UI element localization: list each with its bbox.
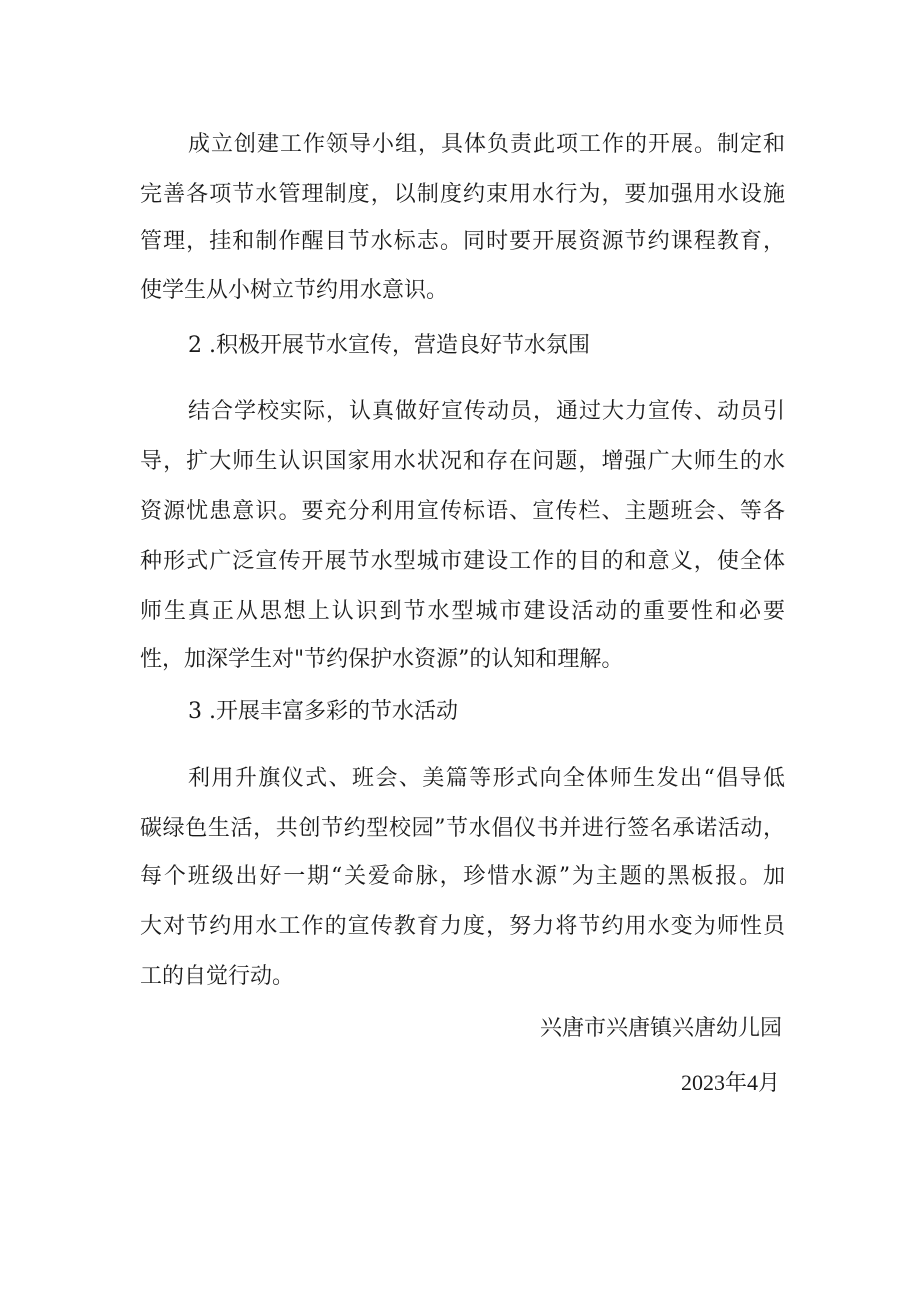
paragraph-1-line-3: 管理，挂和制作醒目节水标志。同时要开展资源节约课程教育， [140, 229, 785, 254]
paragraph-3-line-2: 碳绿色生活，共创节约型校园”节水倡仪书并进行签名承诺活动， [140, 816, 785, 841]
signature-date: 2023年4月 [680, 1070, 780, 1095]
paragraph-1-line-4: 使学生从小树立节约用水意识。 [140, 278, 449, 303]
paragraph-2-line-6: 性，加深学生对"节约保护水资源”的认知和理解。 [140, 647, 624, 672]
paragraph-3-line-1: 利用升旗仪式、班会、美篇等形式向全体师生发出“倡导低 [188, 766, 785, 791]
signature-organization: 兴唐市兴唐镇兴唐幼儿园 [539, 1016, 782, 1041]
paragraph-1-line-2: 完善各项节水管理制度，以制度约束用水行为，要加强用水设施 [140, 182, 785, 207]
paragraph-2-line-4: 种形式广泛宣传开展节水型城市建设工作的目的和意义，使全体 [140, 549, 785, 574]
paragraph-2-line-1: 结合学校实际，认真做好宣传动员，通过大力宣传、动员引 [188, 399, 785, 424]
section-heading-2: 2 .积极开展节水宣传，营造良好节水氛围 [188, 333, 590, 358]
paragraph-3-line-4: 大对节约用水工作的宣传教育力度，努力将节约用水变为师性员 [140, 914, 785, 939]
paragraph-3-line-3: 每个班级出好一期“关爱命脉，珍惜水源”为主题的黑板报。加 [140, 864, 785, 889]
paragraph-1-line-1: 成立创建工作领导小组，具体负责此项工作的开展。制定和 [188, 132, 785, 157]
paragraph-2-line-5: 师生真正从思想上认识到节水型城市建设活动的重要性和必要 [140, 599, 785, 624]
paragraph-2-line-2: 导，扩大师生认识国家用水状况和存在问题，增强广大师生的水 [140, 449, 785, 474]
section-heading-3: 3 .开展丰富多彩的节水活动 [188, 699, 458, 724]
paragraph-2-line-3: 资源忧患意识。要充分利用宣传标语、宣传栏、主题班会、等各 [140, 499, 785, 524]
paragraph-3-line-5: 工的自觉行动。 [140, 964, 295, 989]
